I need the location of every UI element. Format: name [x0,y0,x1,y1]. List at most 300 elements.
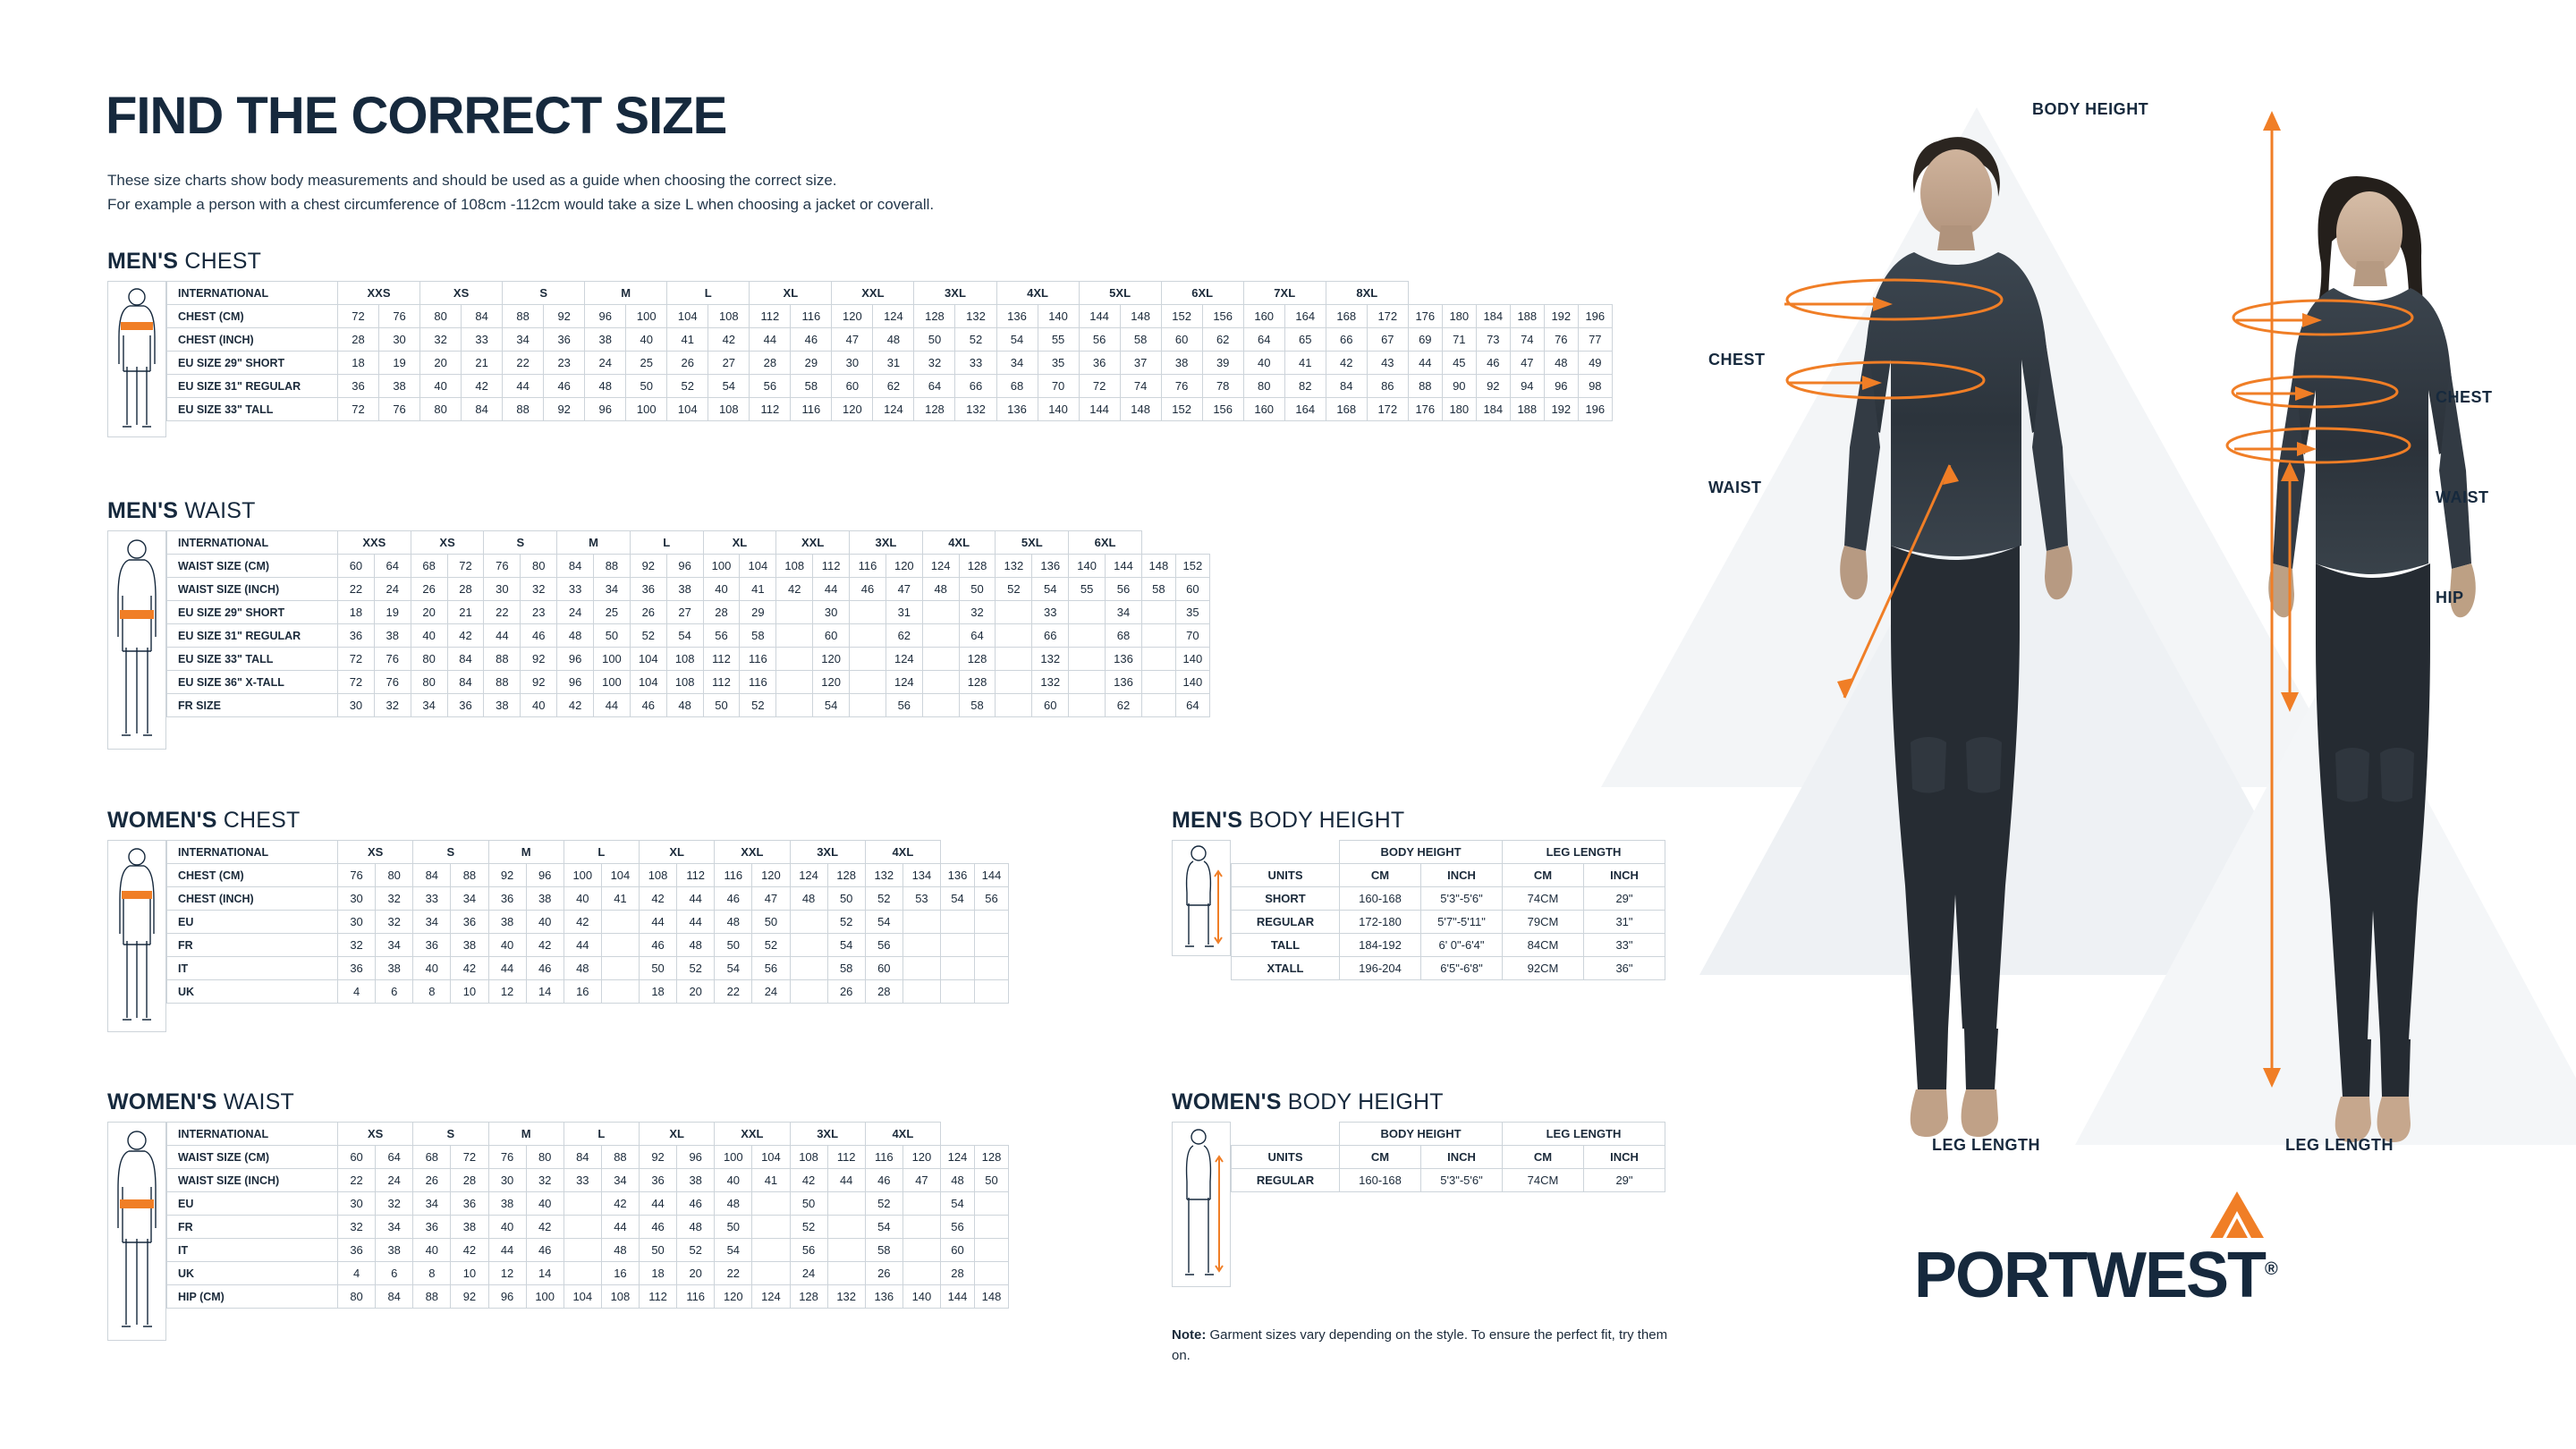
table-cell: 34 [594,578,631,601]
table-cell [941,980,975,1004]
table-cell: 34 [503,328,544,352]
table-cell: 6' 0"-6'4" [1421,934,1503,957]
table-row [167,911,1009,934]
table-cell: 40 [413,957,451,980]
table-cell: 56 [790,1239,827,1262]
table-cell: 60 [813,624,850,648]
table-cell: 92 [544,305,585,328]
table-cell: 78 [1202,375,1243,398]
table-cell: 160-168 [1340,1169,1421,1192]
table-cell [975,1192,1009,1216]
table-cell [827,1262,865,1285]
table-header-size: S [503,282,585,305]
table-cell: 38 [488,911,526,934]
table-cell [790,957,827,980]
table-cell: 62 [1202,328,1243,352]
table-cell: 22 [484,601,521,624]
table-cell [975,1262,1009,1285]
table-cell: 72 [1079,375,1120,398]
table-cell: 49 [1578,352,1612,375]
table-header-size: 4XL [865,841,940,864]
table-cell: 56 [1106,578,1142,601]
table-header-group: LEG LENGTH [1503,841,1665,864]
table-cell: 84 [462,398,503,421]
table-cell: 23 [521,601,557,624]
table-header-size: M [557,531,631,555]
table-cell: 60 [832,375,873,398]
table-row [1232,887,1665,911]
table-cell: 37 [1120,352,1161,375]
mens-chest-table [166,281,1613,421]
table-cell: 42 [790,1169,827,1192]
womens-chest-figure [107,840,166,1032]
table-cell: 52 [677,1239,715,1262]
table-cell: 40 [715,1169,752,1192]
table-cell: 96 [526,864,564,887]
table-cell: 96 [1544,375,1578,398]
table-cell: 6'5"-6'8" [1421,957,1503,980]
table-cell: 52 [677,957,715,980]
table-cell: 92 [521,671,557,694]
table-header-size: XXL [715,841,790,864]
table-cell: 36 [338,375,379,398]
table-cell: 52 [740,694,776,717]
table-cell: 46 [630,694,666,717]
table-cell: 29 [791,352,832,375]
male-side-body-icon [1176,841,1226,953]
table-cell: 112 [750,305,791,328]
table-cell [850,601,886,624]
table-cell: 92 [451,1285,488,1309]
table-cell: 108 [708,305,750,328]
fit-note [1172,1325,1673,1366]
table-cell: 76 [374,671,411,694]
table-cell: 112 [813,555,850,578]
table-header-size: M [488,841,564,864]
table-header-size: 3XL [790,841,865,864]
table-cell: 38 [1161,352,1202,375]
section-title-light: CHEST [223,808,301,833]
table-cell [850,648,886,671]
section-title-light: BODY HEIGHT [1287,1089,1444,1114]
table-cell: 148 [975,1285,1009,1309]
table-cell: 104 [752,1146,790,1169]
table-cell: 22 [715,980,752,1004]
table-cell: 80 [411,648,447,671]
table-cell: 116 [715,864,752,887]
table-cell: 196 [1578,398,1612,421]
table-cell: 4 [338,980,376,1004]
table-cell: 124 [922,555,959,578]
table-cell: 69 [1408,328,1442,352]
table-cell: 42 [640,887,677,911]
table-header-size: S [413,841,488,864]
table-cell: 71 [1442,328,1476,352]
table-cell: 112 [640,1285,677,1309]
table-cell: 28 [865,980,902,1004]
logo-part-2: WEST [2086,1240,2265,1311]
table-header-size: 3XL [850,531,923,555]
section-title-womens-chest [107,808,301,834]
table-cell: 144 [941,1285,975,1309]
table-cell: 52 [996,578,1032,601]
table-cell: 84 [413,864,451,887]
table-cell: 68 [413,1146,451,1169]
table-cell: 48 [715,911,752,934]
table-cell: 48 [941,1169,975,1192]
table-cell [975,1239,1009,1262]
table-row [1232,934,1665,957]
table-cell: 44 [503,375,544,398]
measurement-overlay [1682,80,2576,1333]
female-body-icon [112,1123,162,1337]
table-cell: 108 [708,398,750,421]
table-cell: 80 [1243,375,1284,398]
table-cell: 132 [955,305,996,328]
table-cell: 48 [922,578,959,601]
table-cell: 33 [564,1169,601,1192]
table-cell: 172 [1367,398,1408,421]
table-cell: 108 [666,648,703,671]
table-cell: 116 [740,648,776,671]
table-cell: 35 [1175,601,1209,624]
table-cell: 34 [451,887,488,911]
table-cell: 116 [850,555,886,578]
table-cell: 38 [488,1192,526,1216]
row-label: FR SIZE [167,694,338,717]
table-cell: 56 [750,375,791,398]
section-title-light: WAIST [184,498,256,523]
table-cell: 41 [1284,352,1326,375]
table-cell: 168 [1326,305,1367,328]
table-cell: 50 [626,375,667,398]
table-cell: 74CM [1503,1169,1584,1192]
table-cell: 20 [677,1262,715,1285]
row-label: EU SIZE 36" X-TALL [167,671,338,694]
table-cell: 23 [544,352,585,375]
table-cell: 34 [376,1216,413,1239]
table-cell: 184 [1476,398,1510,421]
row-label: EU SIZE 29" SHORT [167,352,338,375]
table-cell: 80 [338,1285,376,1309]
table-cell: 156 [1202,305,1243,328]
table-cell: 90 [1442,375,1476,398]
table-cell: 92 [630,555,666,578]
table-cell: 176 [1408,305,1442,328]
table-row [167,328,1613,352]
table-row [1232,957,1665,980]
table-cell [1069,624,1106,648]
table-cell: 52 [827,911,865,934]
table-cell: 44 [601,1216,639,1239]
table-cell: 116 [865,1146,902,1169]
table-cell: 134 [902,864,940,887]
table-cell: 26 [630,601,666,624]
table-cell: 48 [1544,352,1578,375]
table-cell: 22 [715,1262,752,1285]
table-cell: 84 [462,305,503,328]
section-title-light: WAIST [223,1089,295,1114]
table-cell: 54 [813,694,850,717]
table-cell: 136 [1032,555,1069,578]
table-cell: 16 [564,980,601,1004]
table-cell: 29" [1584,1169,1665,1192]
table-cell: 140 [1175,648,1209,671]
table-header-size: XS [411,531,484,555]
table-cell [850,624,886,648]
table-cell: 26 [411,578,447,601]
table-cell: 50 [827,887,865,911]
table-cell: 184-192 [1340,934,1421,957]
table-cell: 42 [451,1239,488,1262]
table-header-group: BODY HEIGHT [1340,1123,1503,1146]
table-cell: 92 [544,398,585,421]
table-cell: 72 [447,555,484,578]
table-cell: 72 [338,305,379,328]
table-row [1232,1169,1665,1192]
table-cell [996,624,1032,648]
table-cell: 156 [1202,398,1243,421]
table-cell: 67 [1367,328,1408,352]
table-cell: 120 [902,1146,940,1169]
table-cell: 50 [959,578,996,601]
page-title: FIND THE CORRECT SIZE [106,87,727,145]
table-cell: 72 [338,671,375,694]
table-row [167,1285,1009,1309]
table-cell: 68 [1106,624,1142,648]
table-cell: 72 [338,398,379,421]
table-cell: 4 [338,1262,376,1285]
table-cell: 18 [640,1262,677,1285]
table-cell: 88 [484,671,521,694]
table-cell: 8 [413,1262,451,1285]
womens-waist-figure [107,1122,166,1341]
table-cell: 70 [1175,624,1209,648]
womens-body-height-table [1231,1122,1665,1192]
table-cell: 136 [996,305,1038,328]
table-cell: 92 [1476,375,1510,398]
table-header-size: M [488,1123,564,1146]
table-cell [922,601,959,624]
table-cell: 30 [338,1192,376,1216]
table-cell: 54 [1032,578,1069,601]
table-cell: 172-180 [1340,911,1421,934]
table-cell: 72 [451,1146,488,1169]
table-cell: 44 [640,911,677,934]
table-cell: 128 [914,305,955,328]
table-cell: 40 [1243,352,1284,375]
table-cell: 96 [557,671,594,694]
table-cell [941,934,975,957]
table-cell: 36" [1584,957,1665,980]
table-cell: 47 [1510,352,1544,375]
table-row [167,980,1009,1004]
male-chest-ellipse [1787,280,2002,319]
label-male-chest: CHEST [1708,351,1766,369]
table-cell: 32 [376,911,413,934]
table-cell: 36 [451,1192,488,1216]
table-cell: 64 [1243,328,1284,352]
table-cell: 47 [832,328,873,352]
table-cell: 60 [338,555,375,578]
table-cell: 120 [832,398,873,421]
table-cell [902,911,940,934]
logo-part-1: PORT [1914,1240,2087,1311]
table-cell: 18 [338,352,379,375]
table-cell: 44 [750,328,791,352]
table-cell: 38 [666,578,703,601]
table-cell: 92 [521,648,557,671]
table-cell [941,911,975,934]
table-header-size: XXS [338,282,420,305]
table-cell: 20 [420,352,462,375]
table-cell: 108 [790,1146,827,1169]
table-cell: 20 [411,601,447,624]
table-cell: 40 [626,328,667,352]
portwest-logo-text [1914,1240,2415,1311]
table-cell: 76 [1161,375,1202,398]
table-cell [850,671,886,694]
row-label: FR [167,1216,338,1239]
table-cell: 140 [1038,398,1079,421]
table-cell: 5'3"-5'6" [1421,1169,1503,1192]
table-cell: 62 [1106,694,1142,717]
table-cell: 52 [667,375,708,398]
table-cell: 38 [379,375,420,398]
table-cell: 18 [338,601,375,624]
table-cell: 100 [626,398,667,421]
table-cell: 132 [996,555,1032,578]
table-cell: 80 [420,398,462,421]
section-title-bold: WOMEN'S [107,1089,217,1114]
table-cell: 88 [1408,375,1442,398]
table-cell: 48 [873,328,914,352]
table-cell: 33" [1584,934,1665,957]
table-cell: 74CM [1503,887,1584,911]
table-cell [941,957,975,980]
table-cell: 112 [750,398,791,421]
table-cell [790,934,827,957]
table-cell: 88 [413,1285,451,1309]
table-cell [776,624,813,648]
table-row [167,694,1210,717]
table-cell: 144 [1079,305,1120,328]
table-subheader: INCH [1584,864,1665,887]
table-cell: 60 [1161,328,1202,352]
table-cell: 54 [941,1192,975,1216]
section-title-bold: WOMEN'S [1172,1089,1282,1114]
table-cell: 47 [902,1169,940,1192]
table-subheader: INCH [1421,864,1503,887]
table-cell: 120 [813,648,850,671]
table-cell: 70 [1038,375,1079,398]
table-cell: 47 [752,887,790,911]
table-cell [902,980,940,1004]
table-cell: 152 [1161,305,1202,328]
table-header-size: M [585,282,667,305]
table-cell: 172 [1367,305,1408,328]
table-cell: 14 [526,1262,564,1285]
section-title-mens-waist [107,498,256,524]
table-cell [975,911,1009,934]
table-cell: 116 [677,1285,715,1309]
table-cell: 52 [865,1192,902,1216]
table-cell [1069,671,1106,694]
table-header-international: INTERNATIONAL [167,531,338,555]
table-cell: 31" [1584,911,1665,934]
table-cell: 56 [865,934,902,957]
table-cell: 55 [1038,328,1079,352]
table-cell: 58 [1120,328,1161,352]
table-cell: 19 [379,352,420,375]
table-cell: 34 [413,1192,451,1216]
table-cell [564,1192,601,1216]
table-header-size: XL [750,282,832,305]
row-label: REGULAR [1232,911,1340,934]
section-title-bold: MEN'S [107,498,179,523]
table-header-size: S [413,1123,488,1146]
table-cell: 54 [715,957,752,980]
table-cell: 124 [886,648,922,671]
table-cell: 48 [677,1216,715,1239]
table-cell: 38 [677,1169,715,1192]
table-cell: 54 [865,1216,902,1239]
table-cell: 40 [411,624,447,648]
mens-waist-figure [107,530,166,750]
table-cell: 50 [703,694,740,717]
table-cell: 108 [640,864,677,887]
table-cell: 168 [1326,398,1367,421]
row-label: HIP (CM) [167,1285,338,1309]
table-header-size: 6XL [1161,282,1243,305]
table-cell: 54 [865,911,902,934]
table-cell [850,694,886,717]
mens-chest-figure [107,281,166,437]
table-header-size: 6XL [1069,531,1142,555]
label-female-hip: HIP [2436,589,2464,606]
section-title-mens-height [1172,808,1404,834]
table-cell: 34 [601,1169,639,1192]
table-row [167,957,1009,980]
table-cell: 132 [827,1285,865,1309]
table-cell: 24 [790,1262,827,1285]
table-cell: 52 [790,1216,827,1239]
table-header-size: XXS [338,531,411,555]
row-label: SHORT [1232,887,1340,911]
table-cell: 80 [521,555,557,578]
table-cell: 68 [996,375,1038,398]
row-label: CHEST (INCH) [167,887,338,911]
table-cell [1141,648,1175,671]
table-cell: 36 [640,1169,677,1192]
table-cell [996,694,1032,717]
table-cell: 76 [374,648,411,671]
table-cell: 60 [1175,578,1209,601]
table-cell: 96 [585,305,626,328]
table-cell: 58 [827,957,865,980]
table-cell: 44 [640,1192,677,1216]
table-cell: 192 [1544,398,1578,421]
table-cell: 46 [1476,352,1510,375]
table-cell: 62 [873,375,914,398]
table-cell: 41 [667,328,708,352]
table-cell: 50 [640,957,677,980]
table-cell [996,601,1032,624]
table-cell: 46 [640,1216,677,1239]
table-cell: 26 [865,1262,902,1285]
table-cell: 60 [865,957,902,980]
table-cell: 56 [703,624,740,648]
